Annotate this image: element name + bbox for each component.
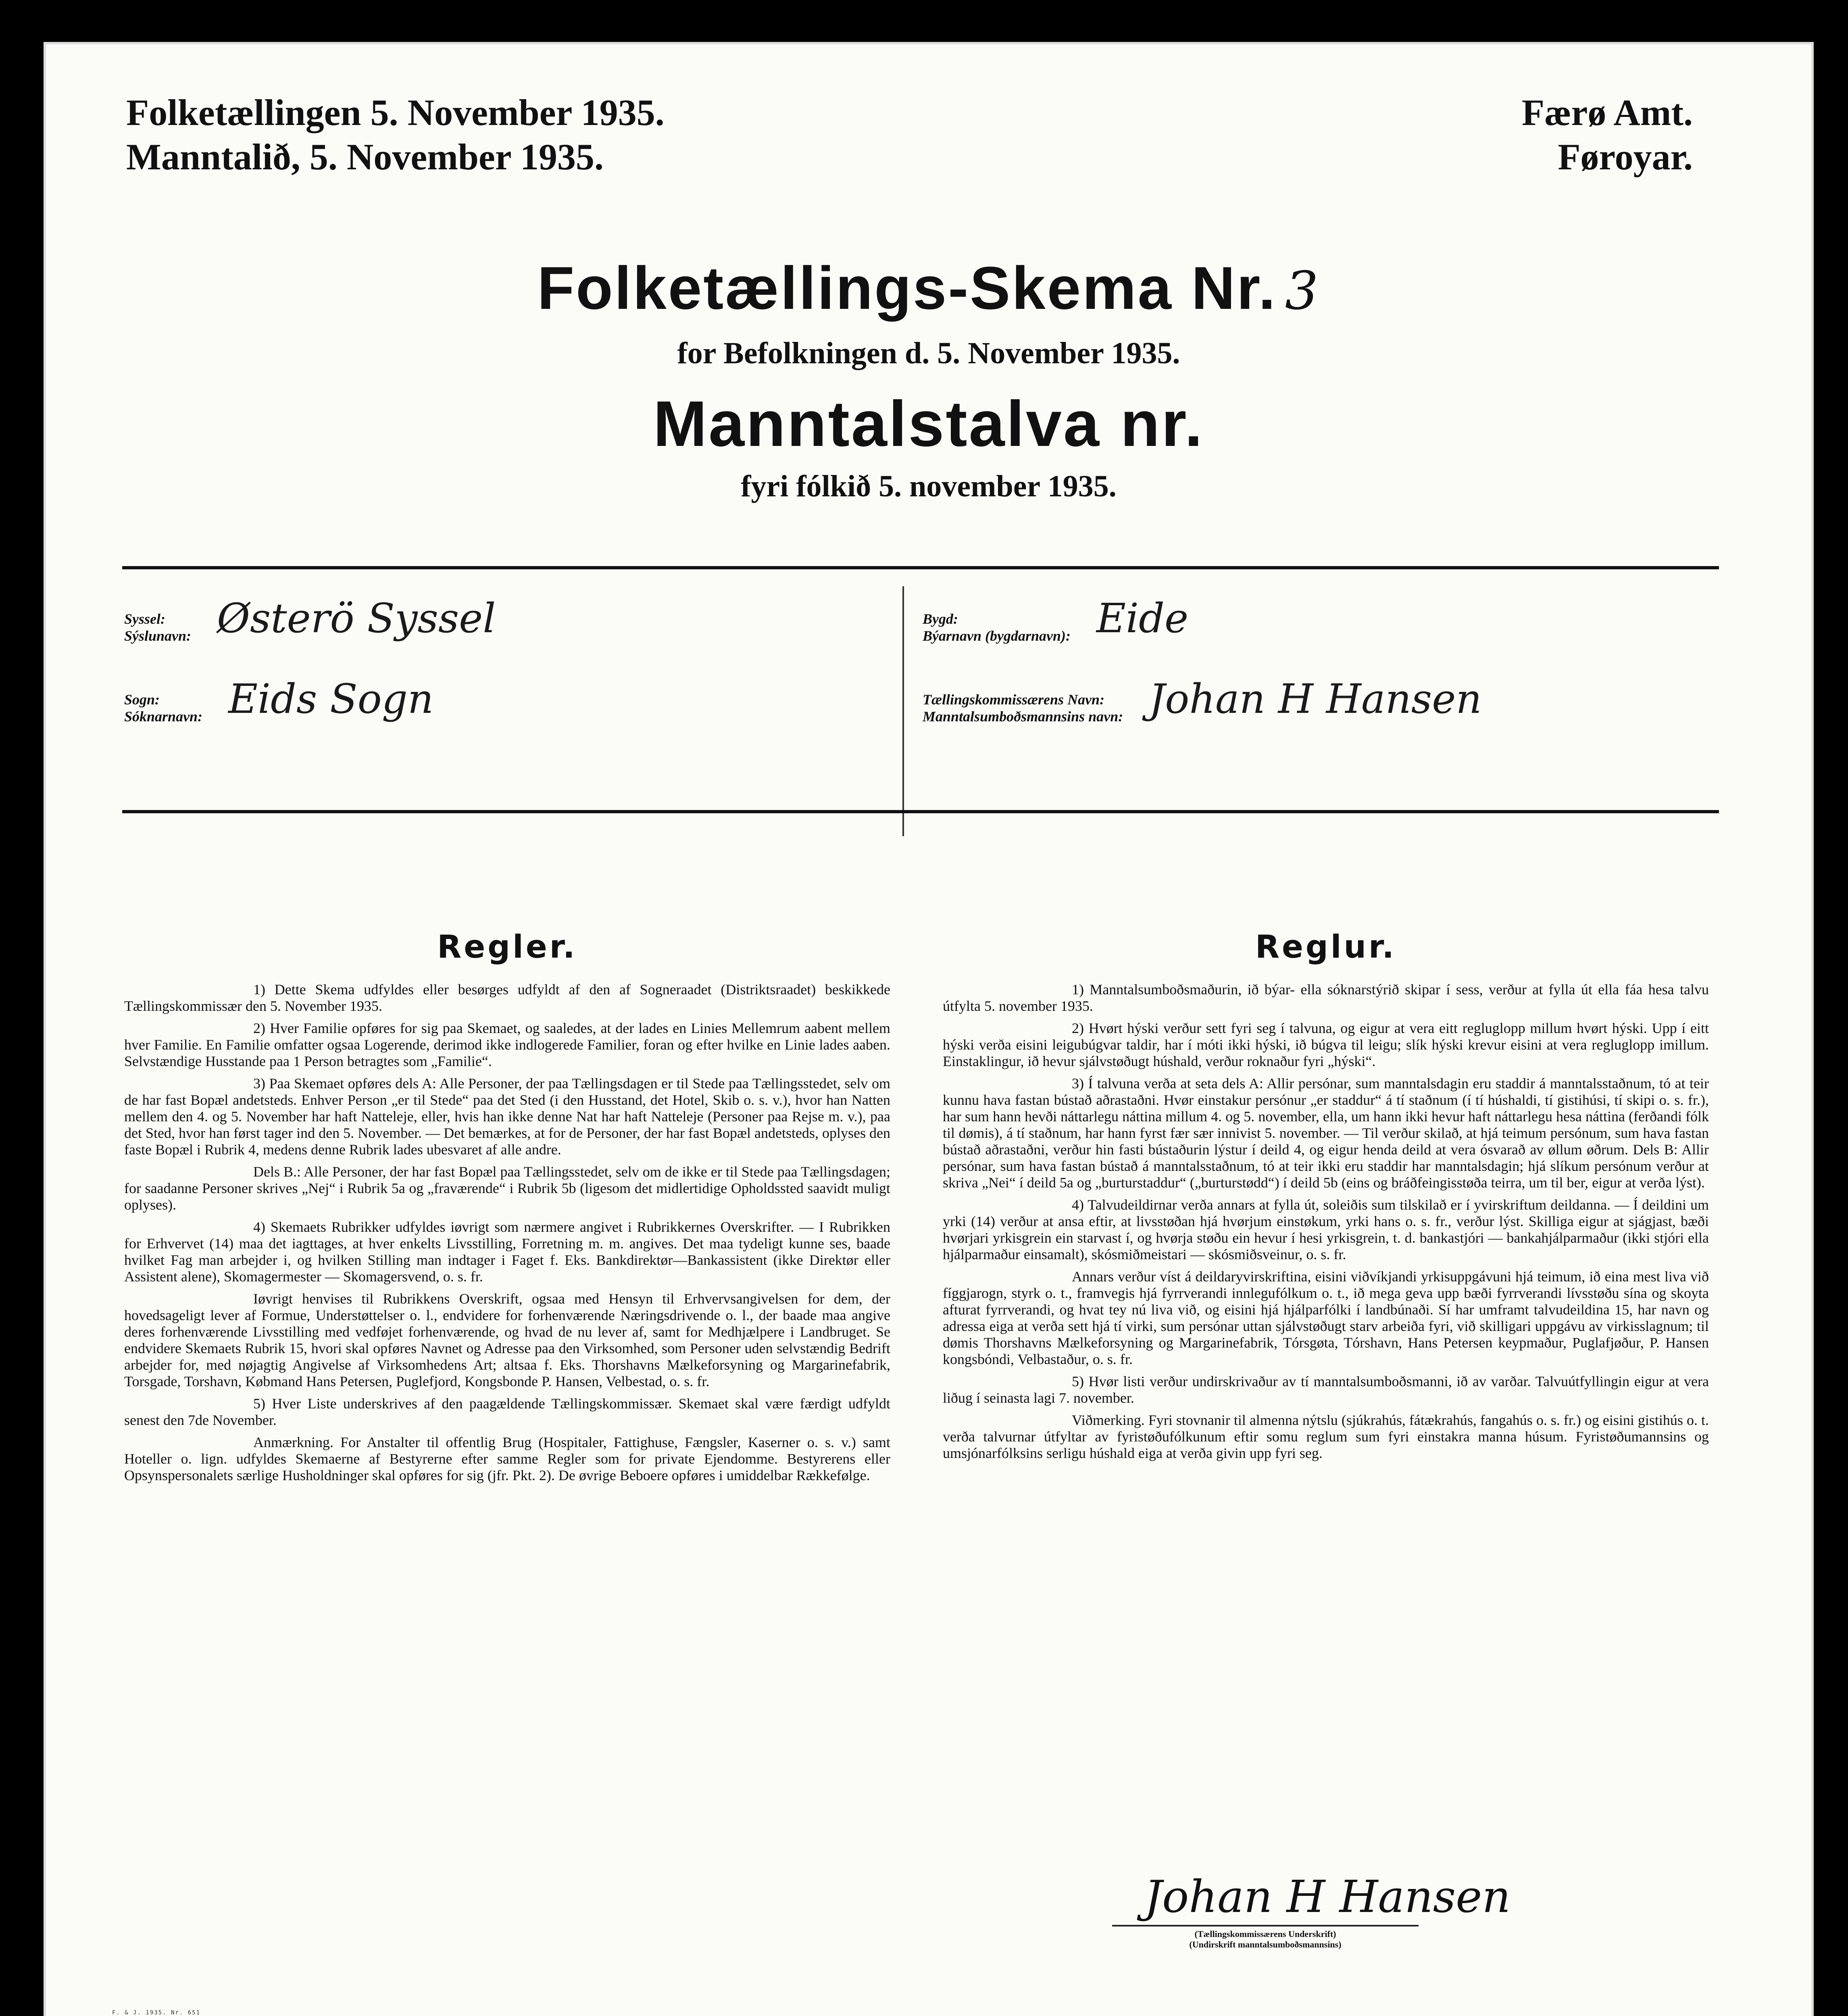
title-block xyxy=(44,252,1814,508)
field-kommissaer-label-faroese: Manntalsumboðsmannsins navn: xyxy=(923,708,1123,725)
field-syssel-label-danish: Syssel: xyxy=(124,611,165,627)
field-kommissaer-value: Johan H Hansen xyxy=(1149,675,1482,723)
field-sogn-label-faroese: Sóknarnavn: xyxy=(124,708,203,725)
field-syssel-value: Østerö Syssel xyxy=(217,595,496,642)
header-left xyxy=(126,90,665,179)
field-bygd-value: Eide xyxy=(1096,595,1189,642)
field-sogn-labels xyxy=(124,691,202,725)
form-title-faroese: Manntalstalva nr. xyxy=(653,387,1204,460)
field-bygd-label-faroese: Býarnavn (bygdarnavn): xyxy=(923,628,1071,644)
form-title-text: Folketællings-Skema Nr. xyxy=(537,254,1277,322)
header-title-faroese: Manntalið, 5. November 1935. xyxy=(126,136,604,177)
divider-vertical xyxy=(902,586,904,836)
divider-top xyxy=(122,566,1719,569)
header-title-danish: Folketællingen 5. November 1935. xyxy=(126,92,665,133)
region-faroese: Føroyar. xyxy=(1558,136,1693,177)
rules-danish-paragraph: 2) Hver Familie opføres for sig paa Skemaet, og saaledes, at der lades en Linies Mellemrum aabent mellem hver Familie. En Familie omfatter ogsaa Logerende, derimod ikke indlogerede Familier, foran og efter hvilke en Linie lades aaben. Selvstændige Husstande paa 1 Person betragtes som „Familie“. xyxy=(124,1020,890,1069)
field-kommissaer-labels xyxy=(923,691,1123,725)
rules-danish-heading: Regler. xyxy=(437,929,577,965)
rules-faroese-paragraph: 5) Hvør listi verður undirskrivaður av tí manntalsumboðsmanni, ið av varðar. Talvuútfyllingin eigur at vera liðug í seinasta lagi 7. november. xyxy=(943,1373,1709,1406)
region-danish: Færø Amt. xyxy=(1521,92,1693,133)
form-number-handwritten: 3 xyxy=(1285,260,1320,321)
rules-danish-paragraph: 3) Paa Skemaet opføres dels A: Alle Personer, der paa Tællingsdagen er til Stede paa Tællingsstedet, selv om de har fast Bopæl andetsteds. Enhver Person „er til Stede“ paa det Sted (i den Husstand, det Hotel, Skib o. s. v.), hvor han Natten mellem den 4. og 5. November har haft Natteleje, eller, hvis han ikke denne Nat har haft Natteleje (Personer paa Rejse m. v.), paa det Sted, hvor han først tager ind den 5. November. — Det bemærkes, at for de Personer, der har fast Bopæl andetsteds, oplyses den faste Bopæl i Rubrik 4, medens denne Rubrik lades ubesvaret af alle andre. xyxy=(124,1075,890,1158)
field-kommissaer xyxy=(923,675,1482,725)
field-syssel-label-faroese: Sýslunavn: xyxy=(124,628,192,644)
rules-danish-paragraph: Dels B.: Alle Personer, der har fast Bopæl paa Tællingsstedet, selv om de ikke er til Stede paa Tællingsdagen; for saadanne Personer skrives „Nej“ i Rubrik 5a og „fraværende“ i Rubrik 5b (ligesom det midlertidige Opholdssted saavidt muligt oplyses). xyxy=(124,1164,890,1213)
field-bygd-labels xyxy=(923,610,1071,644)
printer-mark: F. & J. 1935. Nr. 651 xyxy=(112,2010,201,2016)
signature-block xyxy=(1112,1872,1510,1950)
field-kommissaer-label-danish: Tællingskommissærens Navn: xyxy=(923,691,1105,708)
rules-faroese-paragraph: 1) Manntalsumboðsmaðurin, ið býar- ella sóknarstýrið skipar í sess, verður at fylla út ella fáa hesa talvu útfylta 5. november 1935. xyxy=(943,981,1709,1014)
field-sogn-label-danish: Sogn: xyxy=(124,691,160,708)
field-bygd xyxy=(923,595,1189,644)
rules-danish-paragraph: 5) Hver Liste underskrives af den paagældende Tællingskommissær. Skemaet skal være færdigt udfyldt senest den 7de November. xyxy=(124,1395,890,1428)
header-right xyxy=(1522,90,1693,179)
form-subtitle-faroese: fyri fólkið 5. november 1935. xyxy=(741,469,1117,503)
rules-faroese-paragraph: 3) Í talvuna verða at seta dels A: Allir persónar, sum manntalsdagin eru staddir á manntalsstaðnum, tó at teir kunnu hava fastan bústað aðrastaðni. Hvør einstakur persónur „er staddur“ á tí staðnum (í tí húshaldi, tí gistihúsi, tí skipi o. s. fr.), har sum hann hevði náttarlegu náttina millum 4. og 5. november, ella, um hann ikki hevur haft náttarlegu hesa náttina (ferðandi fólk til dømis), á tí staðnum, har hann fyrst fær sær innivist 5. november. — Til verður skilað, at hjá teimum persónum, sum hava fastan bústað aðrastaðni, verður hin fasti bústaðurin lýstur í deild 4, og eigur henda deild at vera ósvarað av øllum øðrum. Dels B: Allir persónar, sum hava fastan bústað á manntalsstaðnum, tó at teir ikki eru staddir har manntalsdagin; hjá slíkum persónum verður at skriva „Nei“ í deild 5a og „burturstaddur“ („burturstødd“) í deild 5b (eins og bráðfeingisstøða teirra, um til ber, eigur at verða lýst). xyxy=(943,1075,1709,1191)
form-subtitle-danish: for Befolkningen d. 5. November 1935. xyxy=(677,336,1180,370)
field-bygd-label-danish: Bygd: xyxy=(923,611,958,627)
signature-caption xyxy=(1112,1925,1419,1950)
field-syssel xyxy=(124,595,496,644)
rules-faroese-paragraph: 4) Talvudeildirnar verða annars at fylla út, soleiðis sum tilskilað er í yvirskriftum deildanna. — Í deildini um yrki (14) verður at ansa eftir, at livsstøðan hjá hvørjum einstøkum, yrki hans o. s. fr., verður lýst. Skilliga eigur at sjágjast, bæði hvørjari yrkisgrein ein starvast í, og hvørja støðu ein hevur í hesi yrkisgrein, t. d. bankastjóri — bankahjálparmaður (ikki stjóri ella hjálparmaður einsamalt), skósmiðmeistari — skósmiðsveinur, o. s. fr. xyxy=(943,1197,1709,1262)
rules-faroese-paragraph: Annars verður víst á deildaryvirskriftina, eisini viðvíkjandi yrkisuppgávuni hjá teimum, ið eina mest liva við fíggjarogn, styrk o. t., framvegis hjá fyrrverandi innlegufólkum o. t., ið mega geva upp bæði fyrrverandi lívsstøðu sína og skoyta afturat fyrrverandi, og hvat tey nú liva við, og eisini hjá hjálparfólki í landbúnaði. Sí har umframt talvudeildina 15, har navn og adressa eiga at verða sett hjá tí virki, sum persónar uttan sjálvstøðugt starv arbeiða fyri, við skilligari uppgávu av virkisslagnum; til dømis Thorshavns Mælkeforsyning og Margarinefabrik, Tórsgøta, Tórshavn, Hans Petersen keypmaður, Puglafjøður, P. Hansen kongsbóndi, Velbastaður, o. s. fr. xyxy=(943,1268,1709,1367)
census-form-sheet xyxy=(44,42,1814,2016)
signature-caption-faroese: (Undirskrift manntalsumboðsmannsins) xyxy=(1189,1939,1342,1949)
rules-danish xyxy=(124,929,890,1489)
rules-danish-paragraph: Iøvrigt henvises til Rubrikkens Overskrift, ogsaa med Hensyn til Erhvervsangivelsen for dem, der hovedsageligt lever af Formue, Understøttelser o. l., endvidere for forhenværende Næringsdrivende o. l., der baade maa angive deres forhenværende Livsstilling med vedføjet forhenværende, og hvad de nu lever af, samt for Medhjælpere i Landbruget. Se endvidere Skemaets Rubrik 15, hvori skal opføres Navnet og Adresse paa den Virksomhed, som Personer uden selvstændig Bedrift arbejder for, med nøjagtig Angivelse af Virksomhedens Art; altsaa f. Eks. Thorshavns Mælkeforsyning og Margarinefabrik, Torsgade, Torshavn, Købmand Hans Petersen, Puglefjord, Kongsbonde P. Hansen, Velbestad, o. s. fr. xyxy=(124,1291,890,1389)
signature-handwritten: Johan H Hansen xyxy=(1144,1871,1511,1922)
rules-faroese-paragraph: Viðmerking. Fyri stovnanir til almenna nýtslu (sjúkrahús, fátækrahús, fangahús o. s. fr.) og eisini gistihús o. t. verða talvurnar útfyltar av fyristøðufólkunum eftir somu reglum sum fyri einstakra manna húsum. Fyristøðumannsins og umsjónarfólksins serligu húshald eiga at verða givin upp fyri seg. xyxy=(943,1412,1709,1461)
form-title-danish xyxy=(44,252,1814,327)
rules-faroese-heading: Reglur. xyxy=(1255,929,1397,965)
rules-faroese-paragraph: 2) Hvørt hýski verður sett fyri seg í talvuna, og eigur at vera eitt regluglopp millum hvørt hýski. Upp í eitt hýski verða eisini leigubúgvar taldir, har í móti ikki hýski, ið búgva til leigu; slík hýski krevur eisini at vera regluglopp imillum. Einstaklingur, ið hevur sjálvstøðugt húshald, verður roknaður fyri „hýski“. xyxy=(943,1020,1709,1069)
field-syssel-labels xyxy=(124,610,191,644)
signature-caption-danish: (Tællingskommissærens Underskrift) xyxy=(1194,1929,1336,1939)
divider-bottom xyxy=(122,810,1719,813)
rules-danish-paragraph: Anmærkning. For Anstalter til offentlig Brug (Hospitaler, Fattighuse, Fængsler, Kaserner o. s. v.) samt Hoteller o. lign. udfyldes Skemaerne af Bestyrerne efter samme Regler som for private Ejendomme. Bestyrerens eller Opsynspersonalets særlige Husholdninger skal opføres for sig (jfr. Pkt. 2). De øvrige Beboere opføres i umiddelbar Rækkefølge. xyxy=(124,1434,890,1483)
field-sogn xyxy=(124,675,434,725)
rules-danish-paragraph: 1) Dette Skema udfyldes eller besørges udfyldt af den af Sogneraadet (Distriktsraadet) beskikkede Tællingskommissær den 5. November 1935. xyxy=(124,981,890,1014)
rules-danish-paragraph: 4) Skemaets Rubrikker udfyldes iøvrigt som nærmere angivet i Rubrikkernes Overskrifter. — I Rubrikken for Erhvervet (14) maa det iagttages, at hver enkelts Livsstilling, Forretning m. m. angives. Det maa tydeligt kunne ses, baade hvilket Fag man arbejder i, og hvilken Stilling man indtager i Faget f. Eks. Bankdirektør—Bankassistent (ikke Direktør eller Assistent alene), Skomagermester — Skomagersvend, o. s. fr. xyxy=(124,1219,890,1285)
field-sogn-value: Eids Sogn xyxy=(228,675,434,723)
rules-faroese xyxy=(943,929,1709,1467)
